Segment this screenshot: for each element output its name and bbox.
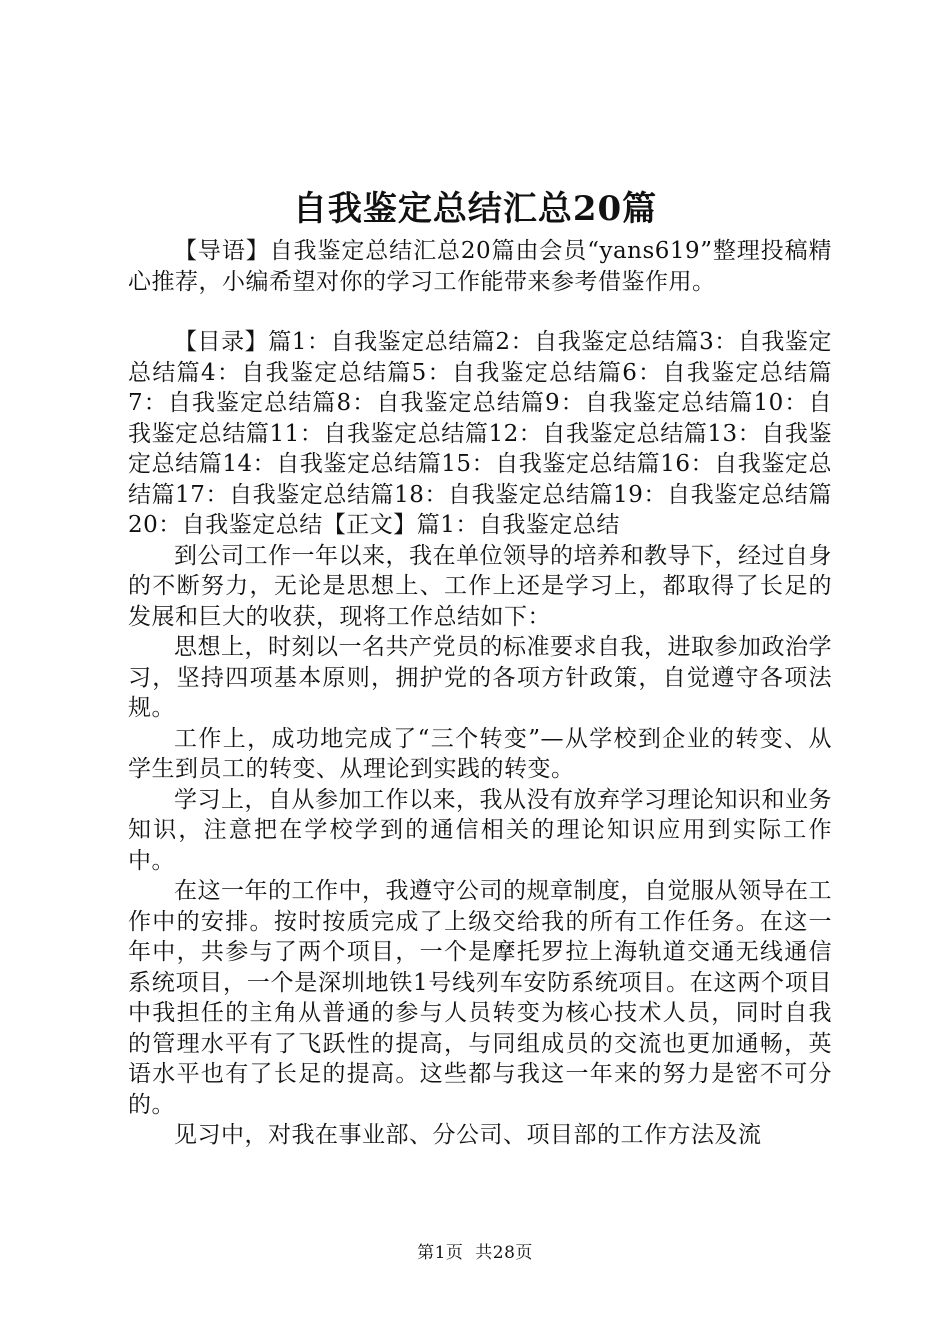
body-paragraph-6: 见习中，对我在事业部、分公司、项目部的工作方法及流: [174, 1122, 762, 1148]
footer-separator: [463, 1243, 475, 1263]
document-body: [128, 236, 832, 1151]
body-paragraph-2: 思想上，时刻以一名共产党员的标准要求自我，进取参加政治学习，坚持四项基本原则，拥护党的各项方针政策，自觉遵守各项法规。: [128, 634, 832, 721]
page-total: 共28页: [475, 1243, 533, 1263]
body-paragraph-1: 到公司工作一年以来，我在单位领导的培养和教导下，经过自身的不断努力，无论是思想上、工作上还是学习上，都取得了长足的发展和巨大的收获，现将工作总结如下：: [128, 542, 832, 630]
page-footer: [0, 1241, 950, 1265]
document-title: 自我鉴定总结汇总20篇: [292, 189, 658, 229]
body-paragraph-5: 在这一年的工作中，我遵守公司的规章制度，自觉服从领导在工作中的安排。按时按质完成了上级交给我的所有工作任务。在这一年中，共参与了两个项目，一个是摩托罗拉上海轨道交通无线通信系统项目，一个是深圳地铁1号线列车安防系统项目。在这两个项目中我担任的主角从普通的参与人员转变为核心技术人员，同时自我的管理水平有了飞跃性的提高，与同组成员的交流也更加通畅，英语水平也有了长足的提高。这些都与我这一年来的努力是密不可分的。: [128, 878, 832, 1118]
body-paragraph-4: 学习上，自从参加工作以来，我从没有放弃学习理论知识和业务知识，注意把在学校学到的通信相关的理论知识应用到实际工作中。: [128, 786, 832, 874]
intro-paragraph: 【导语】自我鉴定总结汇总20篇由会员“yans619”整理投稿精心推荐，小编希望对你的学习工作能带来参考借鉴作用。: [128, 238, 832, 295]
paragraph-spacer: [128, 297, 832, 327]
body-paragraph-3: 工作上，成功地完成了“三个转变”—从学校到企业的转变、从学生到员工的转变、从理论到实践的转变。: [128, 725, 832, 782]
toc-paragraph: 【目录】篇1：自我鉴定总结篇2：自我鉴定总结篇3：自我鉴定总结篇4：自我鉴定总结篇5：自我鉴定总结篇6：自我鉴定总结篇7：自我鉴定总结篇8：自我鉴定总结篇9：自我鉴定总结篇10：自我鉴定总结篇11：自我鉴定总结篇12：自我鉴定总结篇13：自我鉴定总结篇14：自我鉴定总结篇15：自我鉴定总结篇16：自我鉴定总结篇17：自我鉴定总结篇18：自我鉴定总结篇19：自我鉴定总结篇20：自我鉴定总结【正文】篇1：自我鉴定总结: [128, 329, 832, 538]
page-number: 第1页: [417, 1243, 464, 1263]
